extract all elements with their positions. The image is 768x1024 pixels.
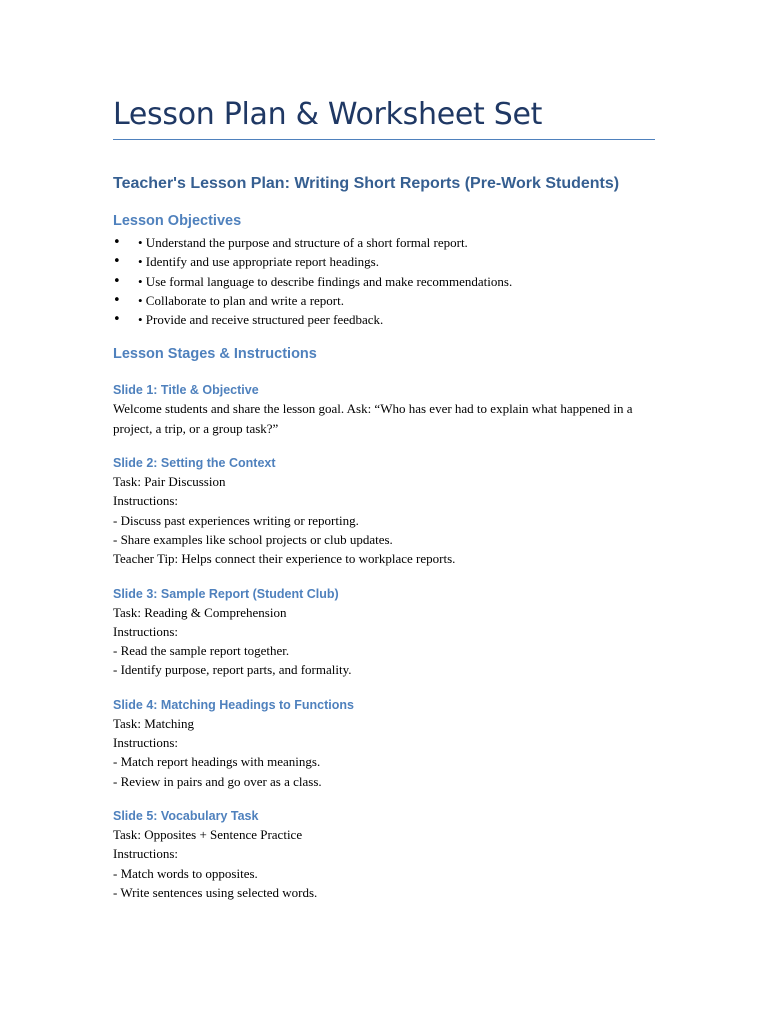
- objective-text: • Identify and use appropriate report headings.: [138, 254, 379, 270]
- objectives-list: [113, 233, 655, 329]
- slide-3-task: Task: Reading & Comprehension: [113, 604, 287, 620]
- slide-3-instructions-label: Instructions:: [113, 623, 178, 639]
- slide-2-task: Task: Pair Discussion: [113, 474, 226, 490]
- slide-2-title: Slide 2: Setting the Context: [113, 456, 276, 471]
- slide-3-section: [113, 586, 655, 680]
- document-page: [113, 95, 655, 902]
- title-underline: [113, 139, 655, 140]
- slide-2-step: - Share examples like school projects or club updates.: [113, 531, 393, 547]
- objective-text: • Understand the purpose and structure of a short formal report.: [138, 235, 468, 250]
- slide-5-instructions-label: Instructions:: [113, 846, 178, 862]
- slide-2-section: [113, 455, 655, 568]
- list-item: [113, 272, 655, 291]
- bullet-icon: •: [113, 273, 121, 289]
- lesson-plan-heading: Teacher's Lesson Plan: Writing Short Reports (Pre-Work Students): [113, 175, 620, 192]
- slide-5-section: [113, 808, 655, 902]
- objective-text: • Provide and receive structured peer feedback.: [138, 312, 384, 328]
- list-item: [113, 233, 655, 252]
- bullet-icon: •: [113, 254, 121, 270]
- slide-4-section: [113, 697, 655, 791]
- slide-1-title: Slide 1: Title & Objective: [113, 383, 259, 398]
- slide-4-step: - Review in pairs and go over as a class.: [113, 773, 322, 789]
- bullet-icon: •: [113, 235, 121, 250]
- slide-4-task: Task: Matching: [113, 715, 195, 731]
- slide-2-teacher-tip: Teacher Tip: Helps connect their experience to workplace reports.: [113, 551, 456, 567]
- list-item: [113, 291, 655, 310]
- slide-4-instructions-label: Instructions:: [113, 735, 178, 751]
- slide-4-title: Slide 4: Matching Headings to Functions: [113, 697, 354, 712]
- slide-3-title: Slide 3: Sample Report (Student Club): [113, 586, 339, 601]
- slide-2-instructions-label: Instructions:: [113, 493, 178, 509]
- bullet-icon: •: [113, 312, 121, 328]
- list-item: [113, 252, 655, 271]
- document-title: Lesson Plan & Worksheet Set: [113, 97, 543, 132]
- slide-1-section: [113, 382, 655, 438]
- slide-1-paragraph: Welcome students and share the lesson goal. Ask: “Who has ever had to explain what happened in a project, a trip, or a group task?”: [113, 401, 633, 436]
- slide-3-step: - Identify purpose, report parts, and formality.: [113, 662, 352, 678]
- objectives-heading: Lesson Objectives: [113, 213, 242, 229]
- slide-5-step: - Write sentences using selected words.: [113, 884, 318, 900]
- slide-5-step: - Match words to opposites.: [113, 865, 258, 881]
- stages-heading: Lesson Stages & Instructions: [113, 346, 317, 363]
- objective-text: • Use formal language to describe findings and make recommendations.: [138, 273, 513, 289]
- slide-5-task: Task: Opposites + Sentence Practice: [113, 826, 303, 842]
- slide-2-step: - Discuss past experiences writing or reporting.: [113, 512, 359, 528]
- bullet-icon: •: [113, 292, 121, 308]
- objective-text: • Collaborate to plan and write a report.: [138, 292, 344, 308]
- slide-3-step: - Read the sample report together.: [113, 643, 290, 659]
- list-item: [113, 310, 655, 329]
- slide-5-title: Slide 5: Vocabulary Task: [113, 808, 259, 823]
- slide-4-step: - Match report headings with meanings.: [113, 754, 321, 770]
